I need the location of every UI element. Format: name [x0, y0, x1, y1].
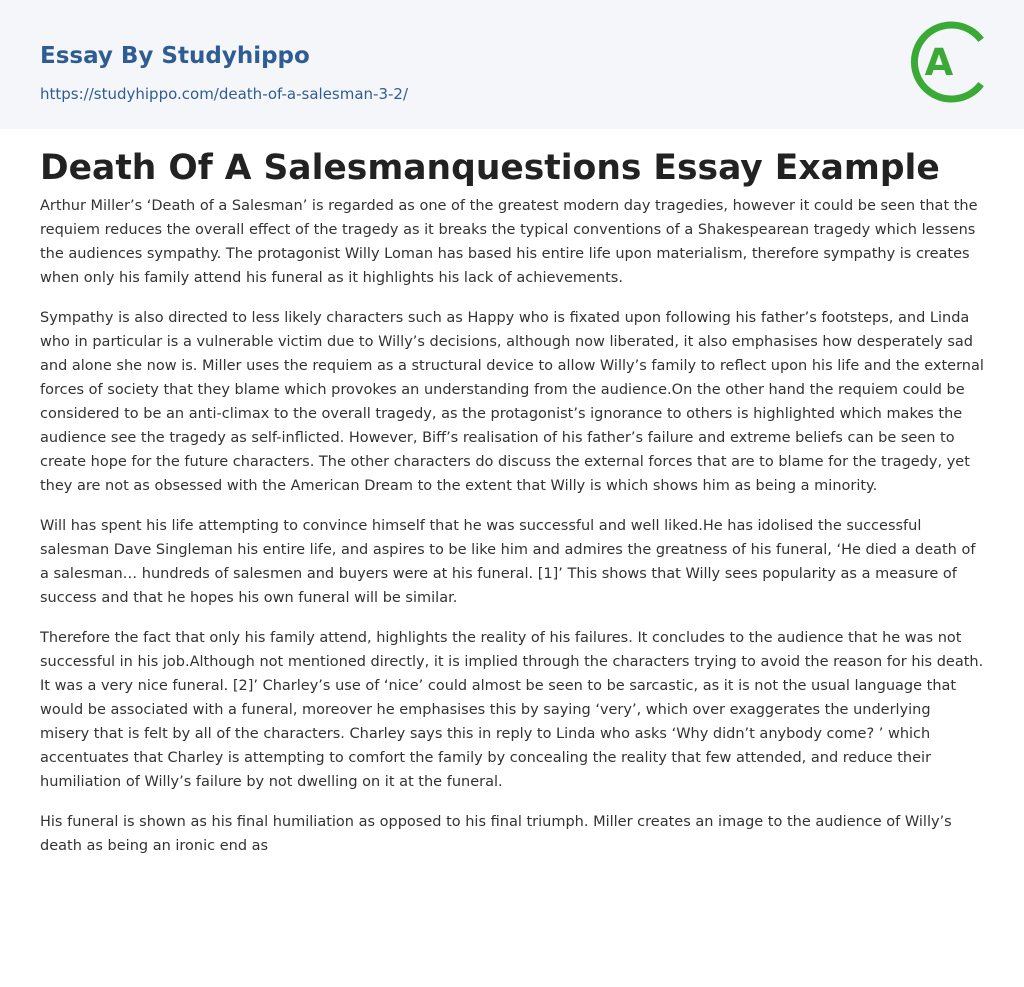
essay-url-link[interactable]: https://studyhippo.com/death-of-a-salesman-3-2/: [40, 85, 409, 103]
logo-letter: A: [924, 41, 954, 84]
article: [0, 129, 1024, 858]
article-paragraph: His funeral is shown as his final humiliation as opposed to his final triumph. Miller creates an image to the audience of Willy’s death as being an ironic end as: [40, 814, 952, 854]
page-title: Death Of A Salesmanquestions Essay Example: [40, 148, 940, 188]
studyhippo-logo-icon[interactable]: [908, 16, 988, 108]
article-paragraph: Will has spent his life attempting to convince himself that he was successful and well liked.He has idolised the successful salesman Dave Singleman his entire life, and aspires to be like him and admires the greatness of his funeral, ‘He died a death of a salesman… hundreds of salesmen and buyers were at his funeral. [1]’ This shows that Willy sees popularity as a measure of success and that he hopes his own funeral will be similar.: [40, 518, 976, 606]
article-paragraph: Therefore the fact that only his family attend, highlights the reality of his failures. It concludes to the audience that he was not successful in his job.Although not mentioned directly, it is implied through the characters trying to avoid the reason for his death. It was a very nice funeral. [2]’ Charley’s use of ‘nice’ could almost be seen to be sarcastic, as it is not the usual language that would be associated with a funeral, moreover he emphasises this by saying ‘very’, which over exaggerates the underlying misery that is felt by all of the characters. Charley says this in reply to Linda who asks ‘Why didn’t anybody come? ’ which accentuates that Charley is attempting to comfort the family by concealing the reality that few attended, and reduce their humiliation of Willy’s failure by not dwelling on it at the funeral.: [40, 630, 984, 790]
article-paragraph: Sympathy is also directed to less likely characters such as Happy who is fixated upon following his father’s footsteps, and Linda who in particular is a vulnerable victim due to Willy’s decisions, although now liberated, it also emphasises how desperately sad and alone she now is. Miller uses the requiem as a structural device to allow Willy’s family to reflect upon his life and the external forces of society that they blame which provokes an understanding from the audience.On the other hand the requiem could be considered to be an anti-climax to the overall tragedy, as the protagonist’s ignorance to others is highlighted which makes the audience see the tragedy as self-inflicted. However, Biff’s realisation of his father’s failure and extreme beliefs can be seen to create hope for the future characters. The other characters do discuss the external forces that are to blame for the tragedy, yet they are not as obsessed with the American Dream to the extent that Willy is which shows him as being a minority.: [40, 310, 984, 494]
site-brand[interactable]: Essay By Studyhippo: [40, 43, 310, 69]
article-paragraph: Arthur Miller’s ‘Death of a Salesman’ is regarded as one of the greatest modern day tragedies, however it could be seen that the requiem reduces the overall effect of the tragedy as it breaks the typical conventions of a Shakespearean tragedy which lessens the audiences sympathy. The protagonist Willy Loman has based his entire life upon materialism, therefore sympathy is creates when only his family attend his funeral as it highlights his lack of achievements.: [40, 198, 978, 286]
site-header: [0, 0, 1024, 129]
